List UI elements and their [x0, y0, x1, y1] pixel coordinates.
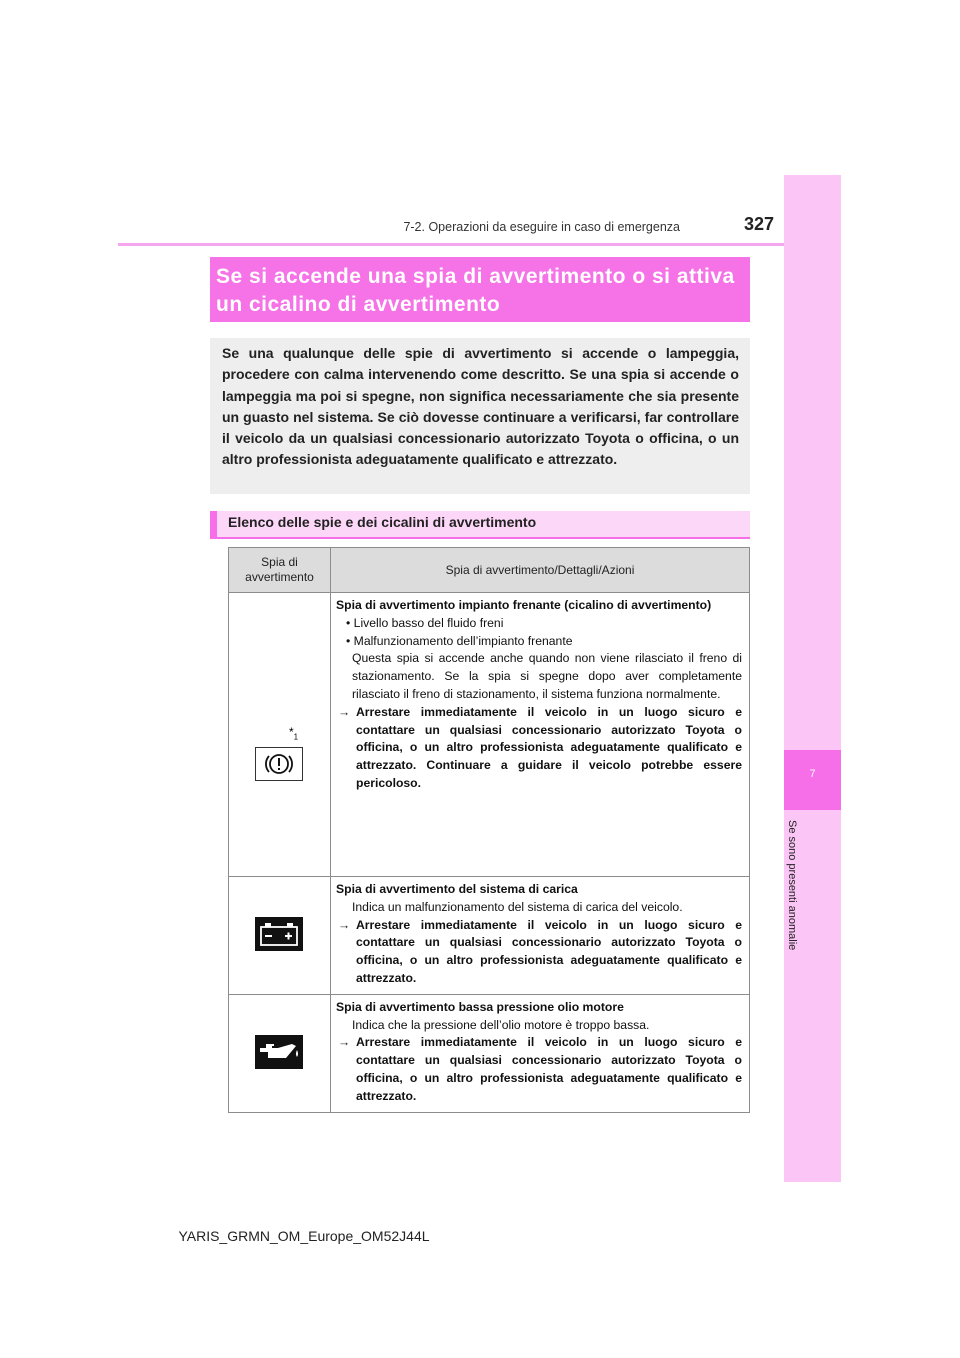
- page-number: 327: [743, 214, 774, 234]
- description-cell: [331, 877, 750, 995]
- chapter-number-tab[interactable]: [784, 750, 841, 810]
- table-row: [229, 877, 750, 995]
- action-item: [336, 1034, 742, 1105]
- bullet-glyph: •: [346, 615, 351, 630]
- table-row: [229, 994, 750, 1112]
- table-header-desc-col: Spia di avvertimento/Dettagli/Azioni: [331, 548, 750, 593]
- bullet-item: [336, 633, 742, 651]
- intro-box: [210, 338, 750, 494]
- footnote-mark: *: [289, 725, 294, 739]
- bullet-text: Livello basso del fluido freni: [353, 615, 504, 630]
- side-tab-strip: [784, 175, 841, 1182]
- table-row: [229, 593, 750, 877]
- action-item: [336, 917, 742, 988]
- bullet-glyph: •: [346, 633, 351, 648]
- warning-detail: Indica un malfunzionamento del sistema di carica del veicolo.: [352, 899, 683, 914]
- battery-icon: [255, 917, 303, 951]
- arrow-icon: →: [338, 917, 351, 932]
- icon-cell: [229, 593, 331, 877]
- action-text: Arrestare immediatamente il veicolo in un luogo sicuro e contattare un qualsiasi concessionario autorizzato Toyota o officina, o un altro professionista adeguatamente qualificato e attrezzato. Continuare a guidare il veicolo potrebbe essere pericoloso.: [356, 704, 742, 790]
- subheading-text: Elenco delle spie e dei cicalini di avvertimento: [228, 514, 537, 530]
- icon-cell: [229, 994, 331, 1112]
- chapter-title-vertical: [783, 820, 803, 1000]
- intro-text: Se una qualunque delle spie di avvertimento si accende o lampeggia, procedere con calma intervenendo come descritto. Se una spia si accende o lampeggia ma poi si spegne, non significa necessariamente che sia presente un guasto nel sistema. Se ciò dovesse continuare a verificarsi, far controllare il veicolo da un qualsiasi concessionario autorizzato Toyota o officina, o un altro professionista adeguatamente qualificato e attrezzato.: [222, 345, 739, 468]
- chapter-number: 7: [809, 768, 816, 780]
- footnote-marker: [289, 725, 298, 741]
- brake-warning-icon: [255, 747, 303, 781]
- arrow-icon: →: [338, 704, 351, 719]
- bullet-text: Malfunzionamento dell’impianto frenante: [353, 633, 573, 648]
- section-title-banner: [210, 257, 750, 322]
- action-text: Arrestare immediatamente il veicolo in un luogo sicuro e contattare un qualsiasi concessionario autorizzato Toyota o officina, o un altro professionista adeguatamente qualificato e attrezzato.: [356, 917, 742, 985]
- arrow-icon: →: [338, 1035, 351, 1050]
- action-item: [336, 704, 742, 793]
- table-header-icon-col: Spia di avvertimento: [229, 548, 331, 593]
- subheading-bar: [210, 511, 217, 539]
- chapter-title: Se sono presenti anomalie: [786, 820, 798, 951]
- warning-detail: Questa spia si accende anche quando non viene rilasciato il freno di stazionamento. Se la spia si spegne dopo aver completamente rilasciato il freno di stazionamento, il sistema funziona normalmente.: [352, 651, 742, 701]
- section-title: Se si accende una spia di avvertimento o si attiva un cicalino di avvertimento: [216, 265, 735, 316]
- warning-title: Spia di avvertimento impianto frenante (cicalino di avvertimento): [336, 598, 712, 612]
- description-cell: [331, 593, 750, 877]
- warning-title: Spia di avvertimento bassa pressione olio motore: [336, 999, 624, 1014]
- bullet-item: [336, 615, 742, 633]
- icon-cell: [229, 877, 331, 995]
- oil-pressure-icon: [255, 1035, 303, 1069]
- warning-lights-table: [228, 547, 750, 1113]
- warning-detail: Indica che la pressione dell’olio motore è troppo bassa.: [352, 1017, 650, 1032]
- header-rule: [118, 243, 784, 246]
- description-cell: [331, 994, 750, 1112]
- running-header-section: 7-2. Operazioni da eseguire in caso di emergenza: [403, 220, 680, 234]
- footnote-number: 1: [293, 732, 299, 742]
- action-text: Arrestare immediatamente il veicolo in un luogo sicuro e contattare un qualsiasi concessionario autorizzato Toyota o officina, o un altro professionista adeguatamente qualificato e attrezzato.: [356, 1035, 742, 1103]
- table-header-row: [229, 548, 750, 593]
- subheading: [210, 511, 750, 539]
- document-code-footer: YARIS_GRMN_OM_Europe_OM52J44L: [178, 1228, 430, 1244]
- warning-title: Spia di avvertimento del sistema di carica: [336, 882, 578, 896]
